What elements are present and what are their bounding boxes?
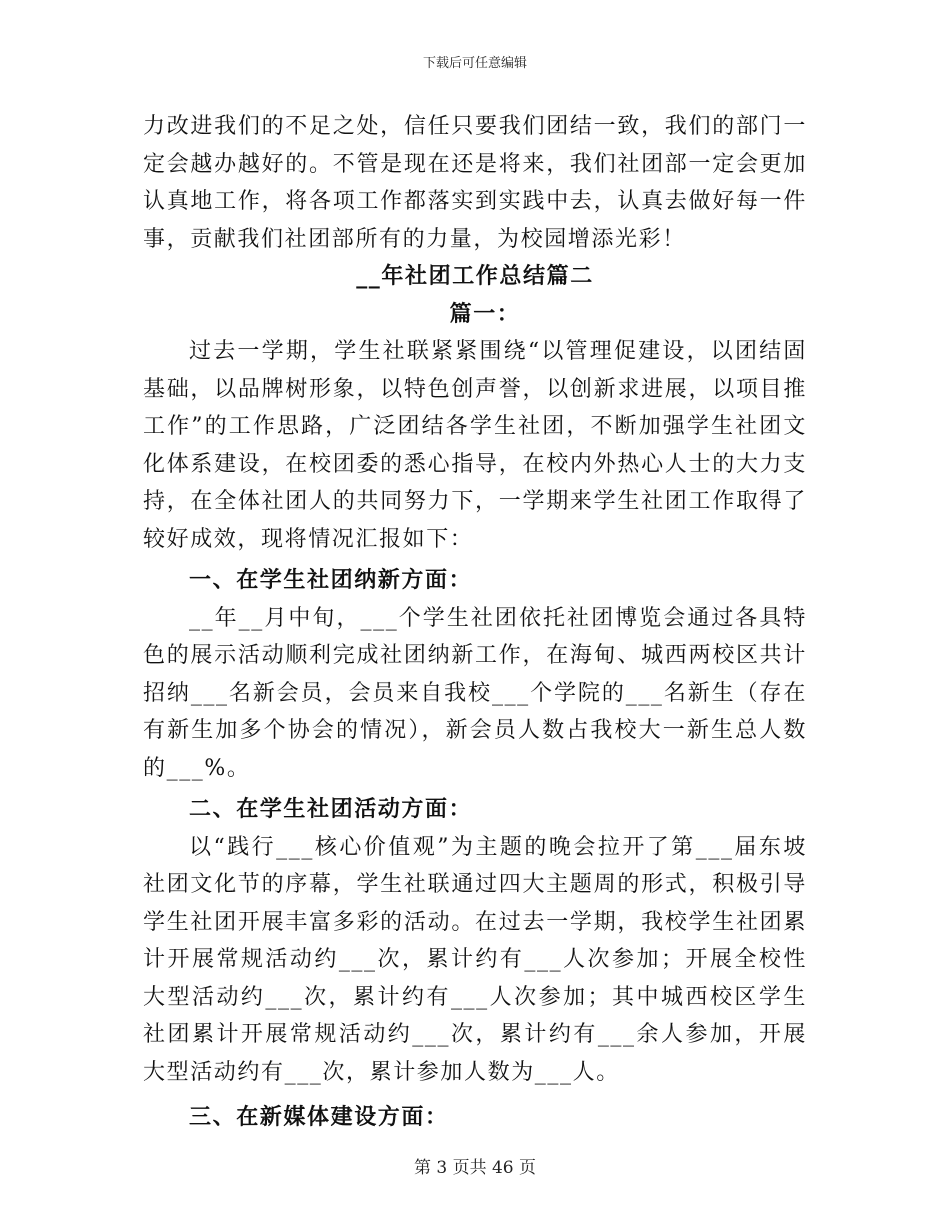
heading-recruitment: 一、在学生社团纳新方面： [189, 567, 473, 593]
paragraph-activities: 以“践行___核心价值观”为主题的晚会拉开了第___届东坡社团文化节的序幕，学生社联通过四大主题周的形式，积极引导学生社团开展丰富多彩的活动。在过去一学期，我校学生社团累计开展常规活动约___次，累计约有___人次参加；开展全校性大型活动约___次，累计约有___人次参加；其中城西校区学生社团累计开展常规活动约___次，累计约有___余人参加，开展大型活动约有___次，累计参加人数为___人。 [143, 834, 807, 1085]
heading-activities: 二、在学生社团活动方面： [189, 796, 473, 822]
document-body [143, 108, 807, 1137]
paragraph-continuation: 力改进我们的不足之处，信任只要我们团结一致，我们的部门一定会越办越好的。不管是现在还是将来，我们社团部一定会更加认真地工作，将各项工作都落实到实践中去，认真去做好每一件事，贡献我们社团部所有的力量，为校园增添光彩！ [143, 114, 807, 252]
page-footer: 第 3 页共 46 页 [413, 1158, 537, 1178]
paragraph-intro: 过去一学期，学生社联紧紧围绕“以管理促建设，以团结固基础，以品牌树形象，以特色创声誉，以创新求进展，以项目推工作”的工作思路，广泛团结各学生社团，不断加强学生社团文化体系建设，在校团委的悉心指导，在校内外热心人士的大力支持，在全体社团人的共同努力下，一学期来学生社团工作取得了较好成效，现将情况汇报如下： [143, 339, 807, 552]
heading-new-media: 三、在新媒体建设方面： [189, 1104, 449, 1130]
paragraph-recruitment: __年__月中旬，___个学生社团依托社团博览会通过各具特色的展示活动顺利完成社团纳新工作，在海甸、城西两校区共计招纳___名新会员，会员来自我校___个学院的___名新生（存在有新生加多个协会的情况），新会员人数占我校大一新生总人数的___%。 [143, 605, 807, 781]
page-header: 下载后可任意编辑 [422, 56, 527, 71]
section-title: __年社团工作总结篇二 [356, 263, 594, 289]
section-subtitle: 篇一： [449, 300, 521, 327]
